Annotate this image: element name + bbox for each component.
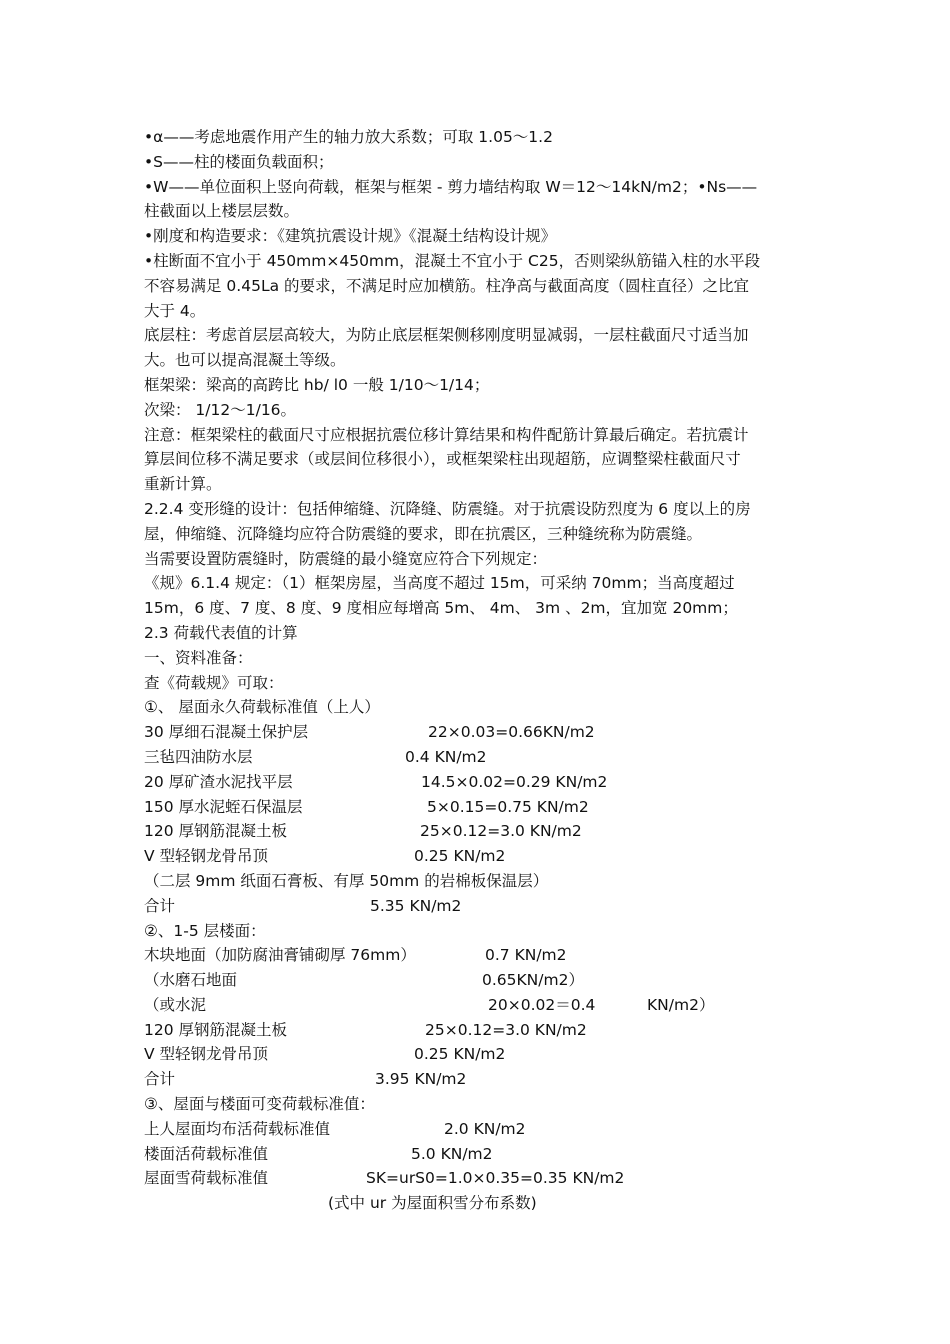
line-text: 屋面雪荷载标准值 bbox=[144, 1169, 269, 1188]
line-text: 2.2.4 变形缝的设计：包括伸缩缝、沉降缝、防震缝。对于抗震设防烈度为 6 度以上的房 bbox=[144, 499, 751, 518]
line-text: 一、资料准备： bbox=[144, 648, 253, 667]
line-text: •W——单位面积上竖向荷载，框架与框架 - 剪力墙结构取 W＝12～14kN/m2；•Ns—— bbox=[144, 177, 758, 196]
line-text: 当需要设置防震缝时，防震缝的最小缝宽应符合下列规定： bbox=[144, 549, 548, 568]
line-text: 重新计算。 bbox=[144, 475, 222, 494]
line-text: 2.3 荷载代表值的计算 bbox=[144, 623, 298, 642]
text-line bbox=[144, 671, 808, 696]
line-value-unit: KN/m2） bbox=[647, 995, 715, 1014]
text-line bbox=[144, 299, 808, 324]
text-line bbox=[144, 621, 808, 646]
line-text: 木块地面（加防腐油膏铺砌厚 76mm） bbox=[144, 946, 416, 965]
text-line bbox=[144, 423, 808, 448]
line-text: 120 厚钢筋混凝土板 bbox=[144, 1020, 288, 1039]
line-value: 0.7 KN/m2 bbox=[485, 946, 567, 965]
document-body bbox=[144, 125, 808, 1216]
line-value: 0.25 KN/m2 bbox=[414, 847, 506, 866]
line-text: 三毡四油防水层 bbox=[144, 747, 253, 766]
text-line bbox=[144, 1117, 808, 1142]
line-text: •刚度和构造要求：《建筑抗震设计规》《混凝土结构设计规》 bbox=[144, 227, 557, 246]
text-line bbox=[144, 1042, 808, 1067]
line-value: 0.65KN/m2） bbox=[482, 971, 584, 990]
line-value: 0.4 KN/m2 bbox=[405, 747, 487, 766]
text-line bbox=[144, 968, 808, 993]
line-text: ②、1-5 层楼面： bbox=[144, 921, 266, 940]
line-text: 底层柱：考虑首层层高较大，为防止底层框架侧移刚度明显减弱，一层柱截面尺寸适当加 bbox=[144, 326, 749, 345]
line-text: V 型轻钢龙骨吊顶 bbox=[144, 847, 269, 866]
line-value: 2.0 KN/m2 bbox=[444, 1119, 526, 1138]
text-line bbox=[144, 695, 808, 720]
line-text: 次梁： 1/12～1/16。 bbox=[144, 400, 297, 419]
line-value: 22×0.03=0.66KN/m2 bbox=[428, 723, 595, 742]
line-value: (式中 ur 为屋面积雪分布系数) bbox=[328, 1194, 537, 1213]
text-line bbox=[144, 249, 808, 274]
line-value: 5.35 KN/m2 bbox=[370, 896, 462, 915]
text-line bbox=[144, 795, 808, 820]
line-text: •α——考虑地震作用产生的轴力放大系数；可取 1.05～1.2 bbox=[144, 128, 553, 146]
line-text: 《规》6.1.4 规定：（1）框架房屋，当高度不超过 15m，可采纳 70mm；当高度超过 bbox=[144, 574, 735, 593]
line-text: （二层 9mm 纸面石膏板、有厚 50mm 的岩棉板保温层） bbox=[144, 871, 549, 890]
line-text: 大。也可以提高混凝土等级。 bbox=[144, 351, 346, 370]
text-line bbox=[144, 497, 808, 522]
text-line bbox=[144, 323, 808, 348]
line-text: 120 厚钢筋混凝土板 bbox=[144, 822, 288, 841]
text-line bbox=[144, 274, 808, 299]
text-line bbox=[144, 472, 808, 497]
text-line bbox=[144, 125, 808, 150]
line-value: 0.25 KN/m2 bbox=[414, 1045, 506, 1064]
text-line bbox=[144, 150, 808, 175]
text-line bbox=[144, 1067, 808, 1092]
text-line bbox=[144, 348, 808, 373]
text-line bbox=[144, 1166, 808, 1191]
line-text: 30 厚细石混凝土保护层 bbox=[144, 723, 309, 742]
text-line bbox=[144, 199, 808, 224]
text-line bbox=[144, 993, 808, 1018]
text-line bbox=[144, 770, 808, 795]
line-text: 150 厚水泥蛭石保温层 bbox=[144, 797, 303, 816]
line-text: 合计 bbox=[144, 1070, 176, 1089]
line-value: 5.0 KN/m2 bbox=[411, 1144, 493, 1163]
line-text: 上人屋面均布活荷载标准值 bbox=[144, 1119, 331, 1138]
line-text: •柱断面不宜小于 450mm×450mm，混凝土不宜小于 C25，否则梁纵筋锚入柱的水平段 bbox=[144, 251, 761, 270]
text-line bbox=[144, 373, 808, 398]
line-value: 25×0.12=3.0 KN/m2 bbox=[425, 1020, 587, 1039]
text-line bbox=[144, 1092, 808, 1117]
line-text: 查《荷载规》可取： bbox=[144, 673, 284, 692]
line-value: 5×0.15=0.75 KN/m2 bbox=[427, 797, 589, 816]
text-line bbox=[144, 745, 808, 770]
line-value: 25×0.12=3.0 KN/m2 bbox=[420, 822, 582, 841]
text-line bbox=[144, 894, 808, 919]
line-text: 框架梁：梁高的高跨比 hb/ l0 一般 1/10～1/14； bbox=[144, 375, 490, 394]
text-line bbox=[144, 819, 808, 844]
line-text: 20 厚矿渣水泥找平层 bbox=[144, 772, 293, 791]
text-line bbox=[144, 224, 808, 249]
line-value: 3.95 KN/m2 bbox=[375, 1070, 467, 1089]
line-text: 注意：框架梁柱的截面尺寸应根据抗震位移计算结果和构件配筋计算最后确定。若抗震计 bbox=[144, 425, 749, 444]
text-line bbox=[144, 522, 808, 547]
line-text: 柱截面以上楼层层数。 bbox=[144, 202, 300, 221]
text-line bbox=[144, 175, 808, 200]
line-text: 楼面活荷载标准值 bbox=[144, 1144, 269, 1163]
text-line bbox=[144, 447, 808, 472]
line-value: SK=urS0=1.0×0.35=0.35 KN/m2 bbox=[366, 1169, 625, 1188]
line-text: 屋，伸缩缝、沉降缝均应符合防震缝的要求，即在抗震区，三种缝统称为防震缝。 bbox=[144, 524, 703, 543]
line-text: 15m，6 度、7 度、8 度、9 度相应每增高 5m、 4m、 3m 、2m，宜加宽 20mm； bbox=[144, 599, 738, 618]
text-line bbox=[144, 943, 808, 968]
line-text: 算层间位移不满足要求（或层间位移很小），或框架梁柱出现超筋，应调整梁柱截面尺寸 bbox=[144, 450, 741, 469]
line-text: 合计 bbox=[144, 896, 176, 915]
text-line bbox=[144, 398, 808, 423]
line-text: 大于 4。 bbox=[144, 301, 206, 320]
text-line bbox=[144, 844, 808, 869]
line-text: ①、 屋面永久荷载标准值（上人） bbox=[144, 698, 380, 717]
text-line bbox=[144, 869, 808, 894]
line-text: 不容易满足 0.45La 的要求，不满足时应加横筋。柱净高与截面高度（圆柱直径）之比宜 bbox=[144, 276, 750, 295]
line-text: （水磨石地面 bbox=[144, 971, 238, 990]
text-line bbox=[144, 1018, 808, 1043]
line-value: 20×0.02＝0.4 bbox=[488, 995, 596, 1014]
text-line bbox=[144, 720, 808, 745]
text-line bbox=[144, 646, 808, 671]
text-line bbox=[144, 547, 808, 572]
line-text: （或水泥 bbox=[144, 995, 207, 1014]
line-text: ③、屋面与楼面可变荷载标准值： bbox=[144, 1095, 375, 1114]
text-line bbox=[144, 919, 808, 944]
text-line bbox=[144, 596, 808, 621]
line-text: V 型轻钢龙骨吊顶 bbox=[144, 1045, 269, 1064]
line-text: •S——柱的楼面负载面积； bbox=[144, 152, 334, 171]
text-line bbox=[144, 571, 808, 596]
line-value: 14.5×0.02=0.29 KN/m2 bbox=[421, 772, 608, 791]
text-line bbox=[144, 1142, 808, 1167]
text-line bbox=[144, 1191, 808, 1216]
